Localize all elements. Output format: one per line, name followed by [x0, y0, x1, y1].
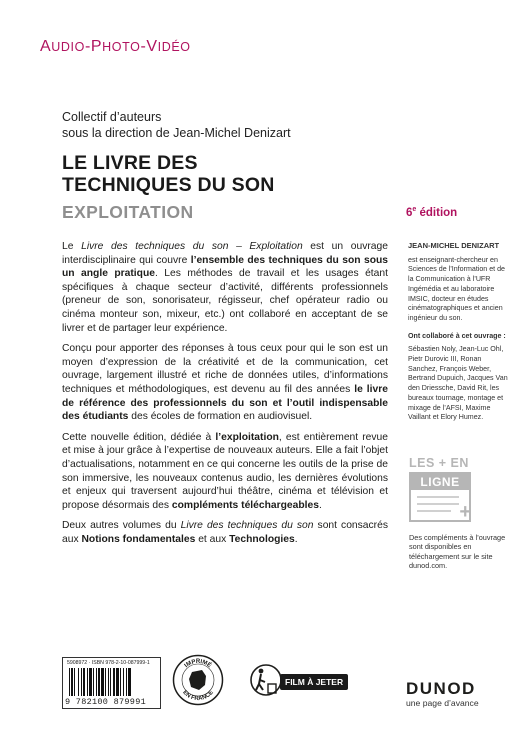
blurb-text: [62, 240, 388, 553]
box-line-1: [417, 496, 459, 498]
editor-bio: est enseignant-chercheur en Sciences de l’Information et de la Communication à l’UFR Ingémédia et au laboratoire IMSIC, docteur en études cinématographiques et ancien ingénieur du son.: [408, 255, 506, 322]
isbn-barcode: [62, 657, 161, 709]
publisher-logo: DUNOD: [406, 679, 476, 698]
box-line-2: [417, 503, 459, 505]
edition-label: 6e édition: [406, 206, 458, 219]
editor-name: JEAN-MICHEL DENIZART: [408, 241, 500, 250]
title-line-2: TECHNIQUES DU SON: [62, 174, 275, 196]
title-line-1: LE LIVRE DES: [62, 152, 198, 174]
blurb-paragraph-1: Le Livre des techniques du son – Exploitation est un ouvrage interdisciplinaire qui couvre l’ensemble des techniques du son sous un angle pratique. Les méthodes de travail et les usages étant spécifiques à chaque secteur d’activité, différents professionnels (preneur de son, sonorisateur, régisseur, chef opérateur radio ou cinéma monteur son, mixeur, etc.) ont collaboré en acceptant de se livrer et de partager leur expérience.: [62, 241, 389, 334]
isbn-reference: 5908972 · ISBN 978-2-10-087999-1: [67, 660, 150, 666]
contributors-list: Sébastien Noly, Jean-Luc Ohl, Pietr Durovic III, Ronan Sanchez, François Weber, Bertrand Dupuich, Jacques Van den Driessche, David Rit, les bureaux tournage, montage et mixage de l’AFSI, Maxime Vaillant et Elory Humez.: [408, 345, 508, 422]
online-extras-badge: [409, 456, 477, 523]
blurb-paragraph-3: Cette nouvelle édition, dédiée à l’exploitation, est entièrement revue et mise à jour grâce à l’expertise de nouveaux auteurs. Elle a fait l’objet d’actualisations, notamment en ce qui concerne les outils de la prise de son immersive, les nouveaux contenus audio, les dernières évolutions et enjeux qui traversent aujourd’hui théâtre, cinéma et télévision et propose désormais des compléments téléchargeables.: [62, 431, 389, 511]
plus-icon: +: [459, 501, 471, 523]
printed-in-france-seal-icon: [172, 654, 224, 706]
barcode-number: 9 782100 879991: [65, 697, 147, 707]
online-extras-top: LES + EN: [409, 456, 469, 470]
publisher-tagline: une page d’avance: [406, 698, 479, 708]
recycle-person-icon: [250, 660, 282, 700]
book-title: [62, 152, 275, 196]
book-subtitle: EXPLOITATION: [62, 202, 194, 222]
box-line-3: [417, 510, 451, 512]
svg-text:IMPRIMÉ: IMPRIMÉ: [183, 659, 213, 670]
authors-block: [62, 109, 291, 141]
film-disposal-label: FILM À JETER: [280, 674, 348, 690]
blurb-paragraph-2: Conçu pour apporter des réponses à tous ceux pour qui le son est un moyen d’expression de la créativité et de la communication, cet ouvrage, largement illustré et riche de données utiles, d’informations techniques et méthodologiques, est devenu au fil des années le livre de référence des professionnels du son et l’outil indispensable des étudiants des écoles de formation en audiovisuel.: [62, 343, 388, 423]
blurb-paragraph-4: Deux autres volumes du Livre des techniques du son sont consacrés aux Notions fondamentales et aux Technologies.: [62, 520, 388, 545]
online-extras-ligne: LIGNE: [411, 474, 469, 490]
film-disposal-badge: [250, 660, 360, 700]
complements-note: Des compléments à l’ouvrage sont disponibles en téléchargement sur le site dunod.com.: [409, 533, 506, 571]
authors-line-2: sous la direction de Jean-Michel Denizart: [62, 126, 291, 140]
barcode-bars: [69, 668, 155, 696]
svg-text:EN FRANCE: EN FRANCE: [181, 689, 215, 703]
online-extras-box: [409, 472, 471, 522]
contributors-heading: Ont collaboré à cet ouvrage :: [408, 331, 506, 340]
authors-line-1: Collectif d’auteurs: [62, 110, 162, 124]
author-sidebar: [408, 241, 508, 423]
series-label: AUDIO-PHOTO-VIDÉO: [40, 38, 191, 55]
publisher-brand: [406, 679, 496, 708]
